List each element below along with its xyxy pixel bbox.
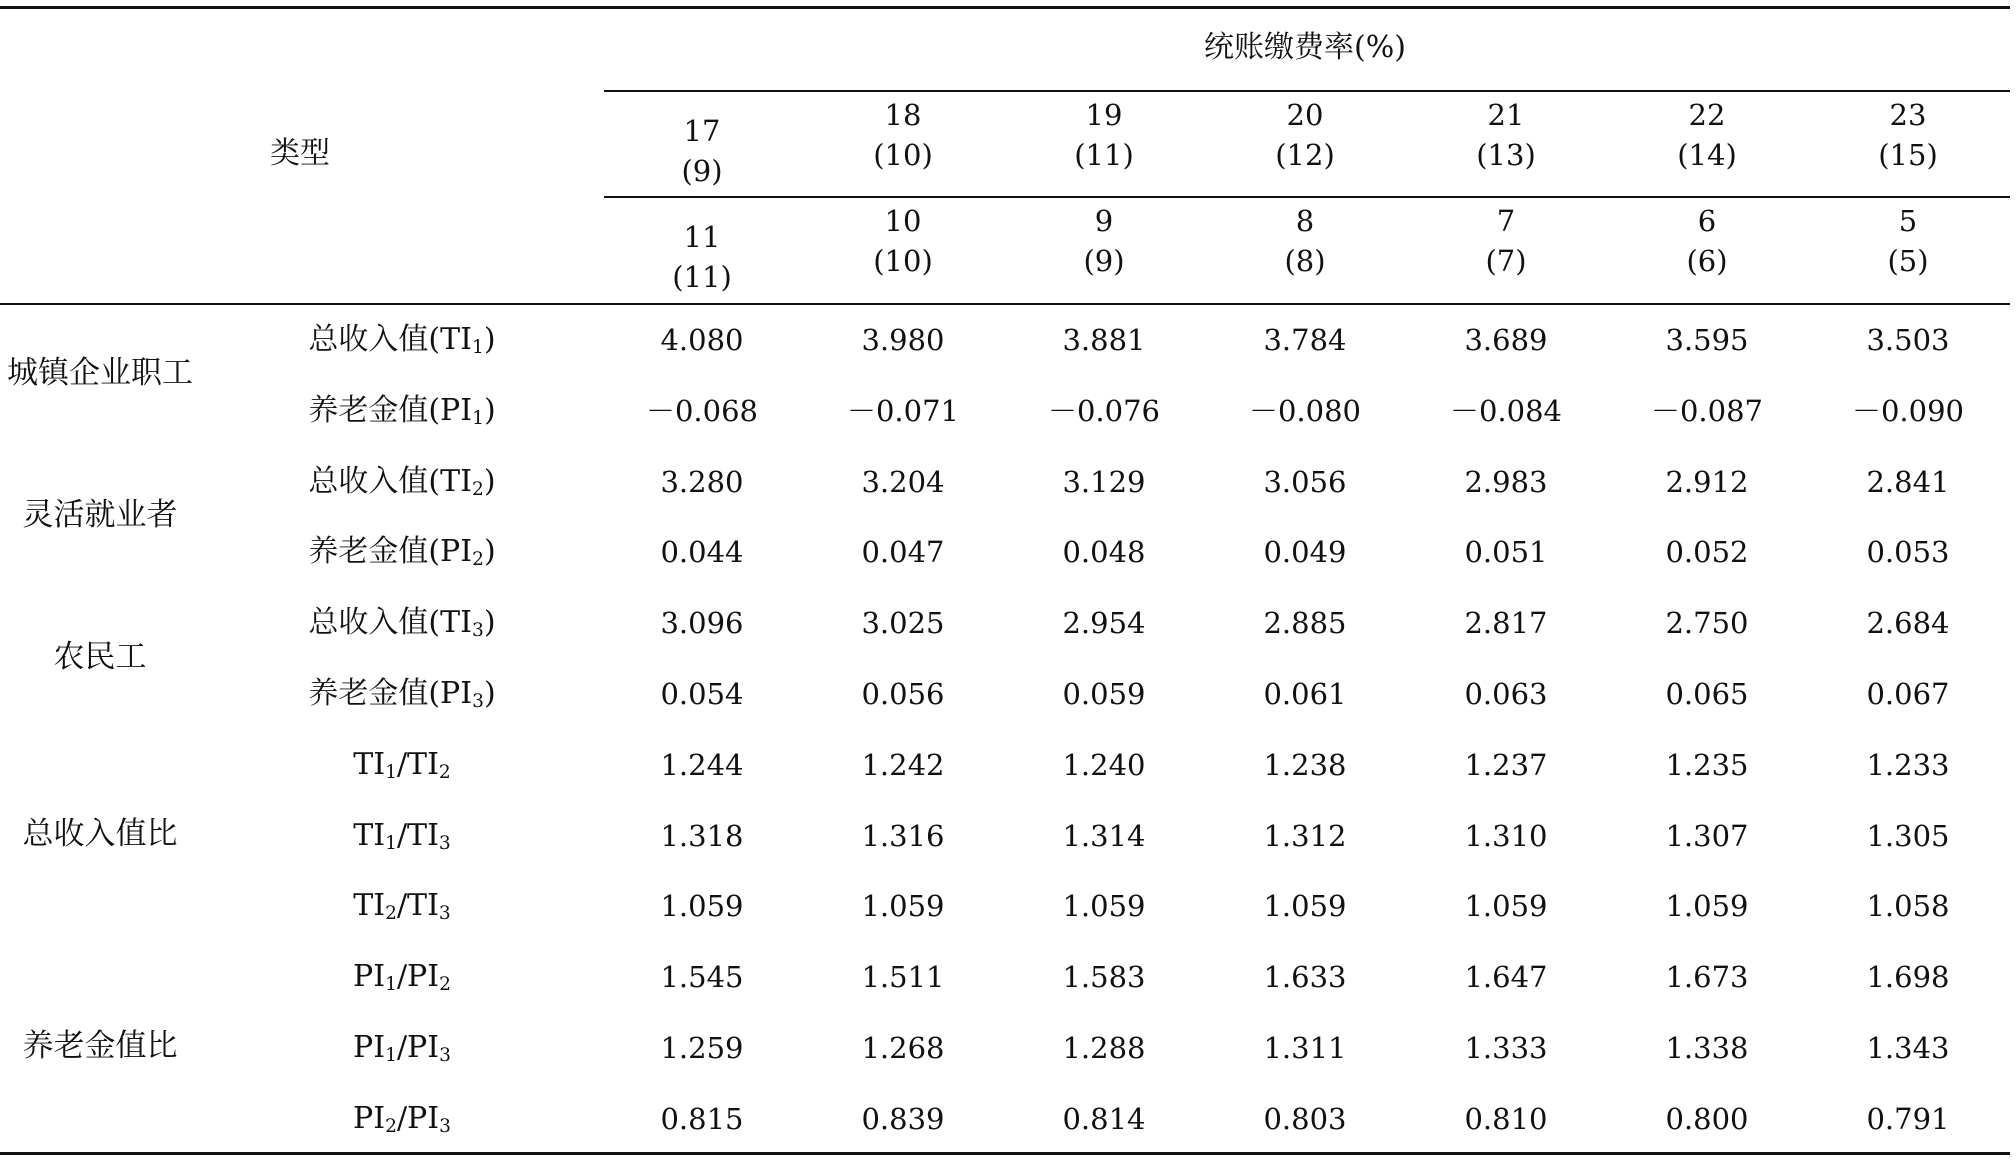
table-cell: 2.983 — [1464, 464, 1548, 499]
table-cell: 0.791 — [1866, 1101, 1950, 1136]
table-cell: －0.076 — [1047, 393, 1161, 428]
table-cell: 2.684 — [1866, 606, 1950, 641]
table-cell: 1.314 — [1062, 818, 1146, 853]
table-cell: 1.059 — [1665, 889, 1749, 924]
table-cell: －0.068 — [645, 393, 759, 428]
table-cell: 1.058 — [1866, 889, 1950, 924]
table-cell: 4.080 — [660, 323, 744, 357]
rate-header-value: 20 — [1286, 98, 1324, 132]
rate-header-paren: (12) — [1275, 138, 1335, 172]
table-cell: 0.048 — [1062, 535, 1146, 570]
table-cell: 0.061 — [1263, 677, 1347, 711]
rate-header-cell — [1014, 204, 1194, 278]
rate-header-cell — [1818, 204, 1998, 278]
rate-header-value: 21 — [1487, 98, 1525, 132]
table-cell: 0.049 — [1263, 535, 1347, 570]
rate-header-paren: (11) — [1074, 138, 1134, 172]
row-label: $TI_1/TI_2$ — [353, 746, 451, 783]
rate-header-paren: (10) — [873, 138, 933, 172]
rate-row1-rule — [604, 196, 2010, 198]
rate-header-cell — [1416, 204, 1596, 278]
rate-header-paren: (13) — [1476, 138, 1536, 172]
table-cell: 1.511 — [861, 960, 945, 995]
table-cell: 0.810 — [1464, 1101, 1548, 1136]
table-cell: 1.673 — [1665, 960, 1749, 995]
subscript: 3 — [438, 903, 451, 925]
table-cell: 0.054 — [660, 677, 744, 711]
table-cell: 1.343 — [1866, 1031, 1950, 1065]
table-cell: 1.698 — [1866, 960, 1950, 995]
table-cell: 1.059 — [1464, 889, 1548, 924]
rate-header-cell — [1818, 98, 1998, 172]
rate-header-paren: (7) — [1485, 244, 1527, 278]
table-cell: 2.750 — [1665, 606, 1749, 641]
row-label: $TI_1/TI_3$ — [353, 817, 451, 854]
row-label: 养老金值$(PI_1)$ — [308, 392, 496, 429]
table-cell: －0.087 — [1650, 393, 1764, 428]
rate-header-cell — [1014, 98, 1194, 172]
subscript: 2 — [472, 478, 484, 500]
table-cell: 0.815 — [660, 1101, 744, 1136]
row-label: 养老金值$(PI_3)$ — [308, 676, 496, 713]
table-cell: 1.268 — [861, 1031, 945, 1065]
subscript: 2 — [385, 903, 397, 925]
subscript: 2 — [472, 549, 484, 571]
table-cell: 1.545 — [660, 960, 744, 995]
table-cell: 1.233 — [1866, 747, 1950, 782]
table-cell: 1.338 — [1665, 1031, 1749, 1065]
category-label: 总收入值比 — [22, 815, 178, 852]
rate-title-rule — [604, 90, 2010, 92]
table-cell: －0.080 — [1248, 393, 1362, 428]
table-cell: 3.025 — [861, 606, 945, 641]
rate-header-paren: (6) — [1686, 244, 1728, 278]
rate-header-cell — [1215, 204, 1395, 278]
table-cell: 0.047 — [861, 535, 945, 570]
rate-header-paren: (9) — [1083, 244, 1125, 278]
type-header: 类型 — [270, 136, 330, 171]
table-cell: 1.059 — [1263, 889, 1347, 924]
category-label: 养老金值比 — [22, 1028, 178, 1064]
subscript: 3 — [438, 832, 451, 854]
table-cell: 1.237 — [1464, 747, 1548, 782]
top-rule — [0, 6, 2010, 9]
subscript: 3 — [439, 1115, 451, 1137]
table-cell: 0.803 — [1263, 1101, 1347, 1136]
subscript: 2 — [439, 974, 451, 996]
table-cell: 2.817 — [1464, 606, 1548, 641]
subscript: 2 — [385, 1115, 397, 1137]
subscript: 1 — [385, 761, 397, 783]
subscript: 1 — [385, 974, 397, 996]
table-cell: 3.129 — [1062, 464, 1146, 499]
rate-header-paren: (5) — [1887, 244, 1929, 278]
row-label: $PI_1/PI_3$ — [353, 1030, 451, 1067]
rate-header-cell — [1416, 98, 1596, 172]
rate-header-value: 19 — [1085, 98, 1123, 132]
table-cell: 1.310 — [1464, 818, 1548, 853]
table-cell: 0.839 — [861, 1101, 945, 1136]
category-label: 农民工 — [53, 638, 147, 675]
table-cell: 3.595 — [1665, 323, 1749, 357]
subscript: 1 — [385, 832, 397, 854]
row-label: $PI_2/PI_3$ — [353, 1100, 451, 1137]
table-cell: 1.235 — [1665, 747, 1749, 782]
rate-header-value: 6 — [1697, 204, 1717, 238]
rate-header-value: 22 — [1688, 98, 1726, 132]
subscript: 1 — [472, 407, 484, 429]
table-cell: 3.204 — [861, 464, 945, 499]
rate-header-cell — [1617, 98, 1797, 172]
table-cell: 3.980 — [861, 323, 945, 357]
table-cell: 0.063 — [1464, 677, 1548, 711]
table-cell: －0.071 — [846, 393, 960, 428]
rate-header-cell — [1617, 204, 1797, 278]
table-cell: 1.312 — [1263, 818, 1347, 853]
table-cell: 0.067 — [1866, 677, 1950, 711]
table-cell: 0.056 — [861, 677, 945, 711]
row-label: 养老金值$(PI_2)$ — [308, 534, 496, 571]
subscript: 1 — [472, 337, 484, 359]
rate-header-cell — [1215, 98, 1395, 172]
subscript: 3 — [472, 691, 484, 713]
rate-header-value: 11 — [683, 220, 721, 254]
rate-header-paren: (15) — [1878, 138, 1938, 172]
table-cell: 0.052 — [1665, 535, 1749, 570]
rate-header-value: 5 — [1898, 204, 1918, 238]
table-cell: 0.065 — [1665, 677, 1749, 711]
table-cell: －0.084 — [1449, 393, 1563, 428]
rate-header-value: 18 — [884, 98, 922, 132]
table-cell: －0.090 — [1851, 393, 1965, 428]
rate-header-cell — [813, 204, 993, 278]
rate-title: 统账缴费率(%) — [1204, 30, 1406, 65]
table-cell: 0.800 — [1665, 1101, 1749, 1136]
table-cell: 1.633 — [1263, 960, 1347, 995]
table-cell: 3.503 — [1866, 323, 1950, 357]
table-cell: 1.305 — [1866, 818, 1950, 853]
table-cell: 1.059 — [861, 889, 945, 924]
table-cell: 1.311 — [1263, 1031, 1347, 1065]
table-cell: 1.583 — [1062, 960, 1146, 995]
table-cell: 1.244 — [660, 747, 744, 782]
rate-header-value: 23 — [1889, 98, 1927, 132]
table-cell: 1.316 — [861, 818, 945, 853]
row-label: $PI_1/PI_2$ — [353, 959, 451, 996]
row-label: $TI_2/TI_3$ — [353, 888, 451, 925]
table-cell: 1.059 — [660, 889, 744, 924]
rate-header-paren: (10) — [873, 244, 933, 278]
table-cell: 0.053 — [1866, 535, 1950, 570]
subscript: 3 — [472, 620, 484, 642]
rate-header-value: 17 — [683, 114, 721, 148]
table-cell: 1.333 — [1464, 1031, 1548, 1065]
rate-header-value: 7 — [1496, 204, 1516, 238]
table-cell: 1.318 — [660, 818, 744, 853]
subscript: 1 — [385, 1045, 397, 1067]
row-label: 总收入值$(TI_2)$ — [308, 463, 496, 500]
bottom-rule — [0, 1152, 2010, 1155]
table-cell: 2.912 — [1665, 464, 1749, 499]
category-label: 城镇企业职工 — [7, 355, 193, 392]
subscript: 3 — [439, 1045, 451, 1067]
table-cell: 2.841 — [1866, 464, 1950, 499]
table-cell: 1.259 — [660, 1031, 744, 1065]
table-cell: 1.288 — [1062, 1031, 1146, 1065]
table-cell: 3.784 — [1263, 323, 1347, 357]
table-cell: 0.814 — [1062, 1101, 1146, 1136]
table-cell: 3.689 — [1464, 323, 1548, 357]
table-cell: 0.059 — [1062, 677, 1146, 711]
rate-header-paren: (14) — [1677, 138, 1737, 172]
rate-header-paren: (11) — [672, 260, 732, 294]
rate-header-cell — [813, 98, 993, 172]
row-label: 总收入值$(TI_1)$ — [308, 322, 496, 359]
rate-header-paren: (9) — [681, 154, 723, 188]
table-cell: 0.051 — [1464, 535, 1548, 570]
table-cell: 0.044 — [660, 535, 744, 570]
table-cell: 2.885 — [1263, 606, 1347, 641]
table-cell: 1.059 — [1062, 889, 1146, 924]
row-label: 总收入值$(TI_3)$ — [308, 605, 496, 642]
rate-header-value: 9 — [1094, 204, 1114, 238]
rate-header-value: 10 — [884, 204, 922, 238]
table-cell: 3.096 — [660, 606, 744, 641]
rate-header-cell — [612, 220, 792, 294]
table-cell: 3.881 — [1062, 323, 1146, 357]
rate-header-cell — [612, 114, 792, 188]
subscript: 2 — [438, 761, 451, 783]
rate-header-value: 8 — [1295, 204, 1315, 238]
category-label: 灵活就业者 — [22, 497, 178, 533]
rate-header-paren: (8) — [1284, 244, 1326, 278]
table-cell: 1.307 — [1665, 818, 1749, 853]
table-cell: 3.280 — [660, 464, 744, 499]
table-cell: 1.238 — [1263, 747, 1347, 782]
table-cell: 1.240 — [1062, 747, 1146, 782]
table-cell: 2.954 — [1062, 606, 1146, 641]
table-cell: 1.647 — [1464, 960, 1548, 995]
table-cell: 1.242 — [861, 747, 945, 782]
table-cell: 3.056 — [1263, 464, 1347, 499]
header-bottom-rule — [0, 303, 2010, 305]
